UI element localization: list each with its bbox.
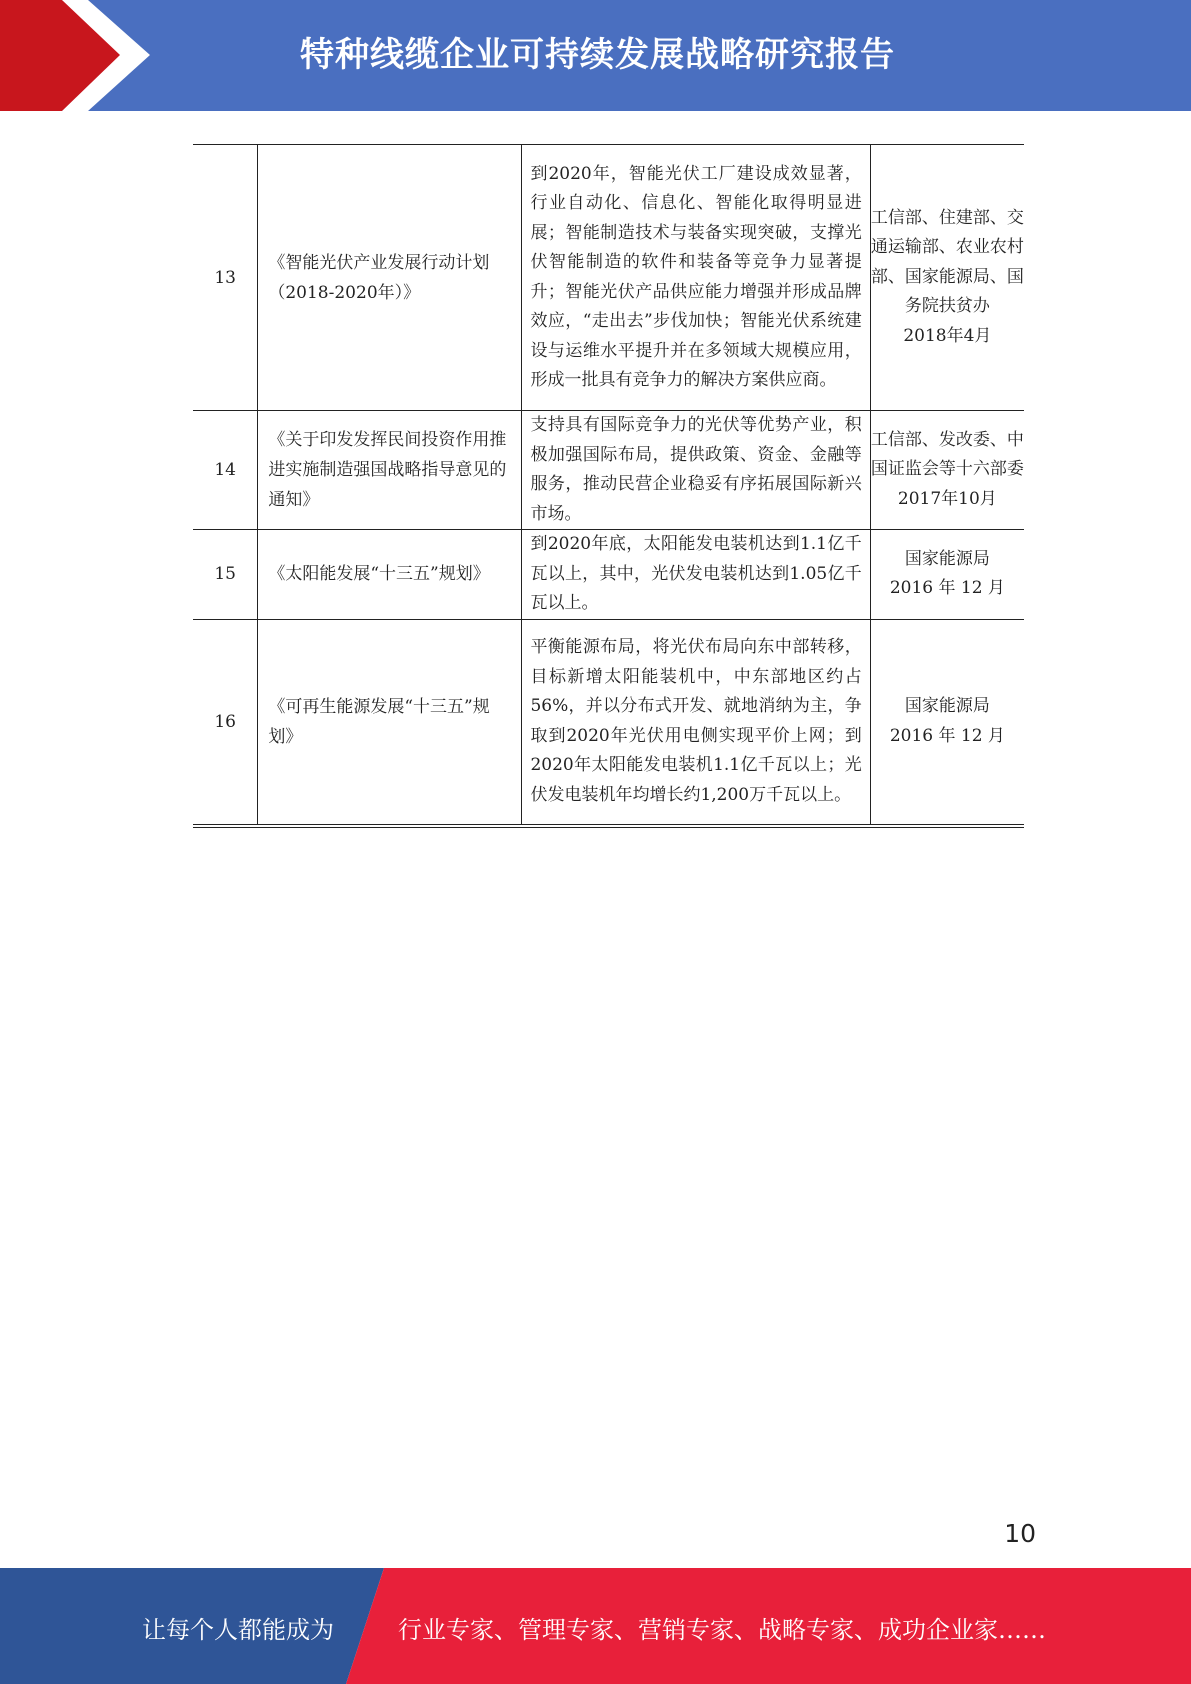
issuing-department: 国家能源局 2016 年 12 月: [870, 619, 1024, 826]
issuing-department: 工信部、发改委、中国证监会等十六部委 2017年10月: [870, 411, 1024, 530]
row-number: 16: [193, 619, 258, 826]
issue-date: 2018年4月: [903, 325, 992, 346]
policy-name: 《关于印发发挥民间投资作用推进实施制造强国战略指导意见的通知》: [258, 411, 522, 530]
issue-date: 2017年10月: [897, 488, 997, 509]
policy-goal: 支持具有国际竞争力的光伏等优势产业，积极加强国际布局，提供政策、资金、金融等服务，推动民营企业稳妥有序拓展国际新兴市场。: [522, 411, 870, 530]
page-header: [0, 0, 1191, 111]
policy-goal: 到2020年，智能光伏工厂建设成效显著，行业自动化、信息化、智能化取得明显进展；智能制造技术与装备实现突破，支撑光伏智能制造的软件和装备等竞争力显著提升；智能光伏产品供应能力增强并形成品牌效应，“走出去”步伐加快；智能光伏系统建设与运维水平提升并在多领域大规模应用，形成一批具有竞争力的解决方案供应商。: [522, 145, 870, 411]
row-number: 14: [193, 411, 258, 530]
table-row: [193, 619, 1024, 826]
policy-name: 《可再生能源发展“十三五”规划》: [258, 619, 522, 826]
policy-name: 《太阳能发展“十三五”规划》: [258, 530, 522, 620]
footer-slogan-left: 让每个人都能成为: [142, 1616, 334, 1644]
policy-name: 《智能光伏产业发展行动计划（2018-2020年）》: [258, 145, 522, 411]
issuing-department: 工信部、住建部、交通运输部、农业农村部、国家能源局、国务院扶贫办 2018年4月: [870, 145, 1024, 411]
issuing-department: 国家能源局 2016 年 12 月: [870, 530, 1024, 620]
policy-table: [193, 144, 1024, 828]
issue-date: 2016 年 12 月: [889, 725, 1005, 746]
page-footer: [0, 1568, 1191, 1684]
table-row: [193, 145, 1024, 411]
table-row: [193, 411, 1024, 530]
table-row: [193, 530, 1024, 620]
row-number: 13: [193, 145, 258, 411]
policy-goal: 平衡能源布局，将光伏布局向东中部转移，目标新增太阳能装机中，中东部地区约占56%，并以分布式开发、就地消纳为主，争取到2020年光伏用电侧实现平价上网；到2020年太阳能发电装机1.1亿千瓦以上；光伏发电装机年均增长约1,200万千瓦以上。: [522, 619, 870, 826]
page-number: 10: [1004, 1519, 1036, 1548]
issue-date: 2016 年 12 月: [889, 578, 1005, 599]
row-number: 15: [193, 530, 258, 620]
footer-slogan-right: 行业专家、管理专家、营销专家、战略专家、成功企业家……: [398, 1616, 1046, 1644]
chevron-logo-icon: [0, 0, 160, 111]
policy-goal: 到2020年底，太阳能发电装机达到1.1亿千瓦以上，其中，光伏发电装机达到1.05亿千瓦以上。: [522, 530, 870, 620]
document-title: 特种线缆企业可持续发展战略研究报告: [300, 35, 895, 75]
